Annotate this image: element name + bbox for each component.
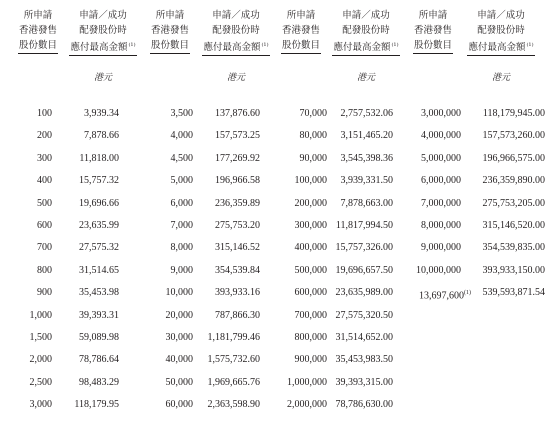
amount-value: 3,939,331.50 [340,175,393,187]
shares-number: 500 [37,197,52,209]
header-text: 股份數目 [150,38,190,54]
shares-value [166,332,194,344]
header-line [453,23,549,38]
shares-value [166,377,194,389]
shares-value [300,130,328,142]
shares-value [30,399,53,411]
shares-value [421,175,461,187]
header-text: 申請／成功 [477,10,525,21]
shares-number: 1,000,000 [287,376,327,388]
shares-number: 400 [37,175,52,187]
shares-number: 800,000 [294,332,327,343]
footnote-marker: (1) [261,42,269,48]
shares-value [37,108,52,120]
amount-value: 23,635.99 [79,220,119,231]
shares-value [295,198,328,210]
amount-value: 19,696,657.50 [335,264,393,276]
amount-value: 236,359.89 [215,197,260,209]
header-text: 股份數目 [413,38,453,54]
shares-value [295,242,328,254]
amount-value: 539,593,871.54 [482,287,545,299]
shares-value [171,108,194,120]
amount-value: 354,539,835.00 [482,242,545,254]
shares-value [421,242,461,254]
shares-number: 3,000,000 [421,108,461,119]
amount-column-header [453,8,549,56]
footnote-marker: (1) [128,42,136,48]
shares-number: 4,000 [170,130,193,142]
shares-number: 7,000 [170,220,193,231]
shares-value [295,220,328,232]
shares-number: 70,000 [299,108,327,119]
shares-value [37,220,52,232]
shares-value [37,242,52,254]
shares-value [295,175,328,187]
shares-value [300,153,328,165]
shares-value [416,265,461,277]
header-text: 申請／成功 [212,10,260,21]
amount-value: 7,878,663.00 [340,197,393,209]
shares-number: 700 [37,242,52,254]
header-text: 應付最高金額$^{(1)}$ [202,38,269,56]
shares-number: 2,000 [29,354,52,366]
shares-value [287,377,327,389]
shares-number: 13,697,600 [419,290,464,302]
header-text: 所申請 [286,10,316,21]
shares-value [166,399,194,411]
shares-number: 80,000 [299,130,327,142]
shares-value [421,220,461,232]
shares-number: 900,000 [294,354,327,366]
amount-value: 315,146.52 [215,242,260,254]
shares-number: 90,000 [299,152,327,164]
header-text: 配發股份時 [79,25,127,36]
amount-value: 27,575.32 [79,242,119,254]
footnote-marker: (1) [391,42,399,48]
header-text: 香港發售 [413,25,452,36]
header-text: 應付最高金額$^{(1)}$ [332,38,399,56]
shares-number: 10,000 [165,287,193,299]
amount-value: 1,969,665.76 [207,376,260,388]
shares-number: 100 [37,108,52,119]
amount-value: 393,933.16 [215,287,260,299]
header-text: 應付最高金額$^{(1)}$ [467,38,534,56]
amount-value: 31,514,652.00 [335,332,393,343]
shares-number: 60,000 [165,399,193,411]
amount-value: 78,786.64 [79,354,119,366]
shares-number: 9,000 [170,264,193,276]
shares-number: 20,000 [165,309,193,321]
amount-value: 39,393,315.00 [335,376,393,388]
shares-value [421,108,461,120]
shares-number: 8,000 [170,242,193,254]
amount-value: 19,696.66 [79,197,119,209]
amount-value: 275,753,205.00 [482,197,545,209]
amount-value: 59,089.98 [79,332,119,343]
footnote-marker: (1) [526,42,534,48]
shares-number: 9,000,000 [421,242,461,254]
header-line [453,38,549,56]
shares-value [295,310,328,322]
amount-value: 11,817,994.50 [335,220,393,231]
shares-number: 300 [37,152,52,164]
shares-number: 30,000 [165,332,193,343]
shares-value [171,220,194,232]
currency-label: 港元 [356,73,375,83]
shares-number: 1,500 [29,332,52,343]
amount-value: 35,453,983.50 [335,354,393,366]
amount-value: 39,393.31 [79,309,119,321]
amount-value: 354,539.84 [215,264,260,276]
shares-value [295,332,328,344]
shares-number: 300,000 [294,220,327,231]
shares-value [171,130,194,142]
amount-value: 118,179.95 [74,399,119,411]
shares-value [171,198,194,210]
shares-number: 500,000 [294,264,327,276]
amount-value: 1,575,732.60 [207,354,260,366]
header-text: 香港發售 [150,25,189,36]
shares-number: 8,000,000 [421,220,461,231]
shares-number: 40,000 [165,354,193,366]
shares-value [30,332,53,344]
shares-value [295,354,328,366]
currency-label: 港元 [226,73,245,83]
amount-value: 23,635,989.00 [335,287,393,299]
amount-value: 118,179,945.00 [482,108,545,119]
amount-value: 2,757,532.06 [340,108,393,119]
shares-number: 4,000,000 [421,130,461,142]
shares-value [419,287,471,302]
header-text: 申請／成功 [342,10,390,21]
shares-number: 6,000,000 [421,175,461,187]
shares-number: 3,500 [170,108,193,119]
header-text: 所申請 [418,10,448,21]
shares-value [166,287,194,299]
header-text: 配發股份時 [342,25,390,36]
header-line [453,8,549,23]
amount-value: 177,269.92 [215,152,260,164]
amount-value: 137,876.60 [215,108,260,119]
shares-number: 700,000 [294,309,327,321]
shares-number: 6,000 [170,197,193,209]
shares-number: 5,000 [170,175,193,187]
shares-number: 10,000,000 [416,264,461,276]
amount-value: 157,573,260.00 [482,130,545,142]
shares-value [37,198,52,210]
shares-number: 200 [37,130,52,142]
shares-number: 2,000,000 [287,399,327,411]
shares-value [30,310,53,322]
shares-value [37,153,52,165]
shares-value [171,175,194,187]
header-text: 申請／成功 [79,10,127,21]
shares-value [421,198,461,210]
header-text: 應付最高金額$^{(1)}$ [69,38,136,56]
shares-value [37,287,52,299]
shares-number: 200,000 [294,197,327,209]
header-text: 配發股份時 [477,25,525,36]
shares-number: 100,000 [294,175,327,187]
amount-value: 196,966.58 [215,175,260,187]
header-text: 股份數目 [18,38,58,54]
amount-value: 31,514.65 [79,264,119,276]
shares-value [421,153,461,165]
shares-value [295,287,328,299]
amount-value: 2,363,598.90 [207,399,260,411]
header-text: 所申請 [23,10,53,21]
amount-value: 35,453.98 [79,287,119,299]
shares-number: 600 [37,220,52,231]
header-text: 所申請 [155,10,185,21]
shares-value [295,265,328,277]
currency-label: 港元 [93,73,112,83]
shares-number: 1,000 [29,309,52,321]
amount-value: 3,939.34 [84,108,119,119]
amount-value: 7,878.66 [84,130,119,142]
amount-value: 236,359,890.00 [482,175,545,187]
amount-value: 15,757,326.00 [335,242,393,254]
shares-value [30,354,53,366]
header-text: 香港發售 [281,25,320,36]
amount-value: 78,786,630.00 [335,399,393,411]
header-text: 股份數目 [281,38,321,54]
shares-value [300,108,328,120]
amount-value: 11,818.00 [79,152,119,164]
amount-value: 157,573.25 [215,130,260,142]
amount-value: 1,181,799.46 [207,332,260,343]
shares-number: 50,000 [165,376,193,388]
shares-value [37,175,52,187]
shares-number: 2,500 [29,376,52,388]
shares-number: 900 [37,287,52,299]
shares-number: 4,500 [170,152,193,164]
amount-value: 3,151,465.20 [340,130,393,142]
shares-value [37,265,52,277]
shares-value [37,130,52,142]
shares-number: 5,000,000 [421,152,461,164]
amount-value: 275,753.20 [215,220,260,231]
currency-label: 港元 [491,73,510,83]
amount-value: 98,483.29 [79,376,119,388]
amount-value: 315,146,520.00 [482,220,545,231]
shares-number: 3,000 [29,399,52,411]
amount-value: 787,866.30 [215,309,260,321]
shares-value [421,130,461,142]
footnote-marker: (1) [464,290,471,297]
shares-number: 600,000 [294,287,327,299]
amount-value: 27,575,320.50 [335,309,393,321]
shares-number: 400,000 [294,242,327,254]
shares-value [287,399,327,411]
shares-value [166,354,194,366]
shares-value [171,265,194,277]
header-text: 配發股份時 [212,25,260,36]
shares-value [171,153,194,165]
header-text: 香港發售 [18,25,57,36]
amount-value: 15,757.32 [79,175,119,187]
shares-value [30,377,53,389]
amount-value: 393,933,150.00 [482,264,545,276]
amount-value: 196,966,575.00 [482,152,545,164]
shares-value [166,310,194,322]
shares-number: 800 [37,264,52,276]
shares-value [171,242,194,254]
amount-value: 3,545,398.36 [340,152,393,164]
shares-number: 7,000,000 [421,197,461,209]
